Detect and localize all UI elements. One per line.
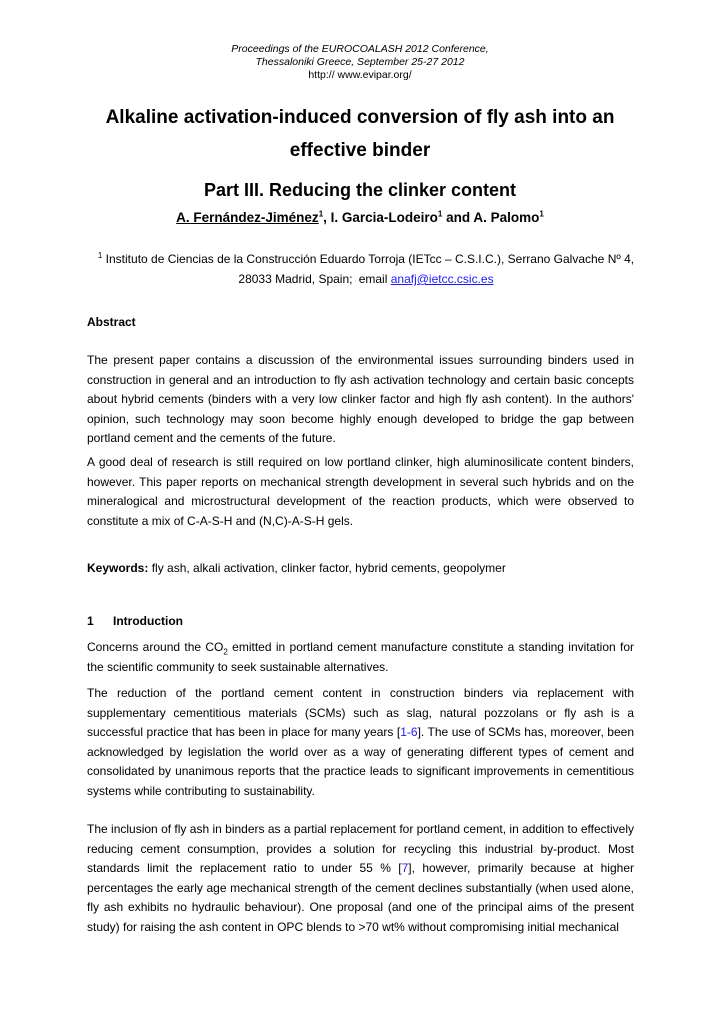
intro-p1-text-b: emitted in portland cement manufacture constitute a standing invitation for the scientific community to seek sustainable alternatives.: [87, 640, 634, 674]
citation-link[interactable]: 1-6: [400, 725, 418, 740]
abstract-heading: Abstract: [87, 315, 136, 329]
intro-p3-text-b: ], however, primarily because at higher percentages the early age mechanical strength of the cement declines substantially (when used alone, fly ash exhibits no hydraulic behaviour). One proposal (and one of the principal aims of the present study) for raising the ash content in OPC blends to >70 wt% without compromising initial mechanical: [87, 861, 634, 934]
author-list: [0, 210, 720, 225]
section-number: 1: [87, 614, 94, 628]
citation-link[interactable]: 7: [401, 861, 409, 876]
affiliation-line-2: 28033 Madrid, Spain;: [238, 272, 353, 286]
intro-paragraph-3: [87, 820, 634, 938]
website-line: http:// www.evipar.org/: [308, 69, 412, 81]
intro-p2-text-a: The reduction of the portland cement content in construction binders via replacement with supplementary cementitious materials (SCMs) such as slag, natural pozzolans or fly ash is a successful practice that has been in place for many years [: [87, 686, 634, 740]
keywords: [87, 561, 506, 575]
affiliation: [86, 249, 646, 292]
keywords-text: fly ash, alkali activation, clinker factor, hybrid cements, geopolymer: [148, 561, 506, 575]
author-2-affil: 1: [437, 209, 443, 219]
intro-p1-text-a: Concerns around the CO: [87, 640, 224, 654]
intro-paragraph-1: [87, 638, 634, 677]
email-link[interactable]: anafj@ietcc.csic.es: [390, 272, 494, 286]
abstract-paragraph-1: The present paper contains a discussion of the environmental issues surrounding binders used in construction in general and an introduction to fly ash activation technology and certain basic concepts about hybrid cements (binders with a very low clinker factor and high fly ash content). In the authors' opinion, such technology may soon become highly enough developed to bridge the gap between portland cement and the cements of the future.: [87, 353, 634, 446]
title-line-2: effective binder: [289, 140, 431, 161]
abstract-paragraph-2: A good deal of research is still required on low portland clinker, high aluminosilicate content binders, however. This paper reports on mechanical strength development in several such hybrids and on the mineralogical and microstructural development of the reaction products, which were observed to constitute a mix of C-A-S-H and (N,C)-A-S-H gels.: [87, 455, 634, 528]
affiliation-number: 1: [97, 251, 103, 260]
author-3: and A. Palomo: [442, 210, 540, 225]
proceedings-line: Proceedings of the EUROCOALASH 2012 Conference,: [231, 43, 489, 55]
author-1-affil: 1: [318, 209, 324, 219]
author-3-affil: 1: [539, 209, 544, 219]
co2-subscript: 2: [223, 647, 228, 657]
author-1: A. Fernández-Jiménez: [176, 210, 319, 225]
separator-dot: ·: [352, 278, 359, 285]
author-2: , I. Garcia-Lodeiro: [323, 210, 438, 225]
intro-paragraph-2: [87, 684, 634, 802]
email-label: email: [358, 272, 391, 286]
intro-p3-text-a: The inclusion of fly ash in binders as a partial replacement for portland cement, in addition to effectively reducing cement consumption, provides a solution for recycling this industrial by-product. Most standards limit the replacement ratio to under 55 % [: [87, 822, 634, 876]
subtitle: Part III. Reducing the clinker content: [203, 180, 517, 200]
affiliation-line-1: Instituto de Ciencias de la Construcción Eduardo Torroja (IETcc – C.S.I.C.), Serrano Galvache Nº 4,: [102, 252, 635, 266]
title-line-1: Alkaline activation-induced conversion of fly ash into an: [105, 107, 615, 128]
keywords-label: Keywords:: [87, 561, 149, 575]
venue-line: Thessaloniki Greece, September 25-27 2012: [255, 56, 465, 68]
section-heading: Introduction: [113, 614, 183, 628]
intro-p2-text-b: ]. The use of SCMs has, moreover, been acknowledged by legislation the world over as a way of generating different types of cement and consolidated by unanimous reports that the practice leads to significant improvements in cementitious systems while contributing to sustainability.: [87, 725, 634, 798]
